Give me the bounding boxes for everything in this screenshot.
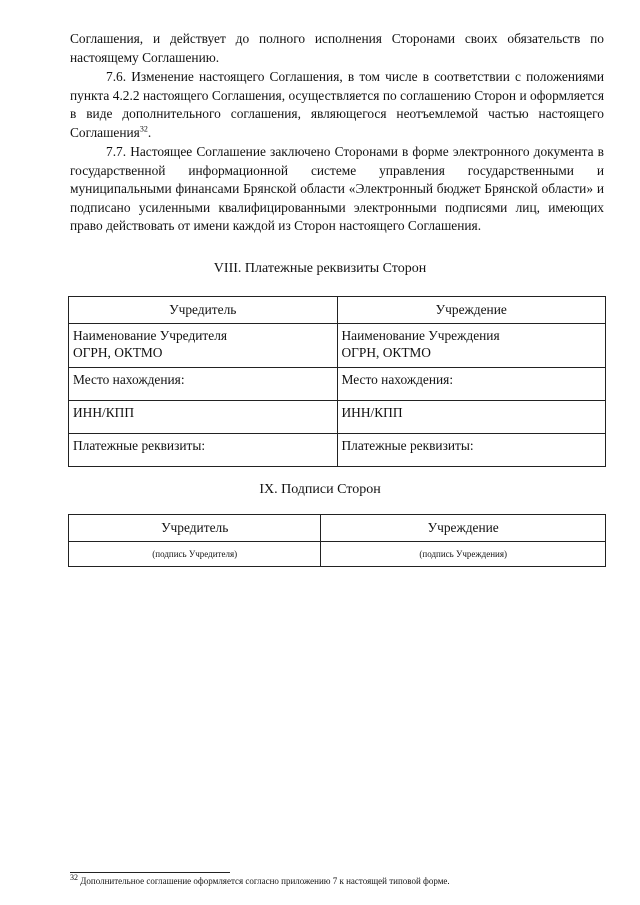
paragraph-7-6 <box>70 68 604 142</box>
footnote-reference: 32 <box>139 124 148 134</box>
founder-signature-cell: (подпись Учредителя) <box>69 542 321 567</box>
header-founder: Учредитель <box>69 297 338 324</box>
table-row <box>69 324 606 368</box>
payment-details-table <box>68 296 606 467</box>
header-institution: Учреждение <box>337 297 606 324</box>
paragraph-text: 7.6. Изменение настоящего Соглашения, в том числе в соответствии с положениями пункта 4.2.2 настоящего Соглашения, осуществляется по соглашению Сторон и оформляется в виде дополнительного соглашения, являющегося неотъемлемой частью настоящего Соглашения <box>70 69 604 140</box>
cell-line: Наименование Учреждения <box>341 328 500 343</box>
institution-name-cell <box>337 324 606 368</box>
institution-location-cell: Место нахождения: <box>337 368 606 401</box>
institution-payment-cell: Платежные реквизиты: <box>337 434 606 467</box>
paragraph-text: 7.7. Настоящее Соглашение заключено Сторонами в форме электронного документа в государственной информационной системе управления государственными и муниципальными финансами Брянской области «Электронный бюджет Брянской области» и подписано усиленными квалифицированными электронными подписями лиц, имеющих право действовать от имени каждой из Сторон настоящего Соглашения. <box>70 144 604 234</box>
header-institution: Учреждение <box>321 515 606 542</box>
cell-line: ОГРН, ОКТМО <box>341 345 431 360</box>
table-row <box>69 542 606 567</box>
paragraph-text: Соглашения, и действует до полного исполнения Сторонами своих обязательств по настоящему Соглашению. <box>70 31 604 65</box>
header-founder: Учредитель <box>69 515 321 542</box>
footnote <box>70 873 604 886</box>
cell-line: Наименование Учредителя <box>73 328 228 343</box>
table-row <box>69 401 606 434</box>
signatures-table <box>68 514 606 567</box>
founder-name-cell <box>69 324 338 368</box>
institution-signature-cell: (подпись Учреждения) <box>321 542 606 567</box>
cell-line: ОГРН, ОКТМО <box>73 345 163 360</box>
founder-inn-cell: ИНН/КПП <box>69 401 338 434</box>
paragraph-continuation <box>70 30 604 67</box>
table-header-row <box>69 515 606 542</box>
table-row <box>69 434 606 467</box>
footnote-mark: 32 <box>70 873 78 882</box>
section-9-title: IX. Подписи Сторон <box>259 482 381 497</box>
founder-location-cell: Место нахождения: <box>69 368 338 401</box>
paragraph-7-7 <box>70 143 604 236</box>
section-8-title: VIII. Платежные реквизиты Сторон <box>213 261 427 276</box>
institution-inn-cell: ИНН/КПП <box>337 401 606 434</box>
table-row <box>69 368 606 401</box>
footnote-separator <box>70 872 230 873</box>
founder-payment-cell: Платежные реквизиты: <box>69 434 338 467</box>
footnote-text: Дополнительное соглашение оформляется согласно приложению 7 к настоящей типовой форме. <box>78 876 450 886</box>
paragraph-end: . <box>147 124 152 140</box>
table-header-row <box>69 297 606 324</box>
